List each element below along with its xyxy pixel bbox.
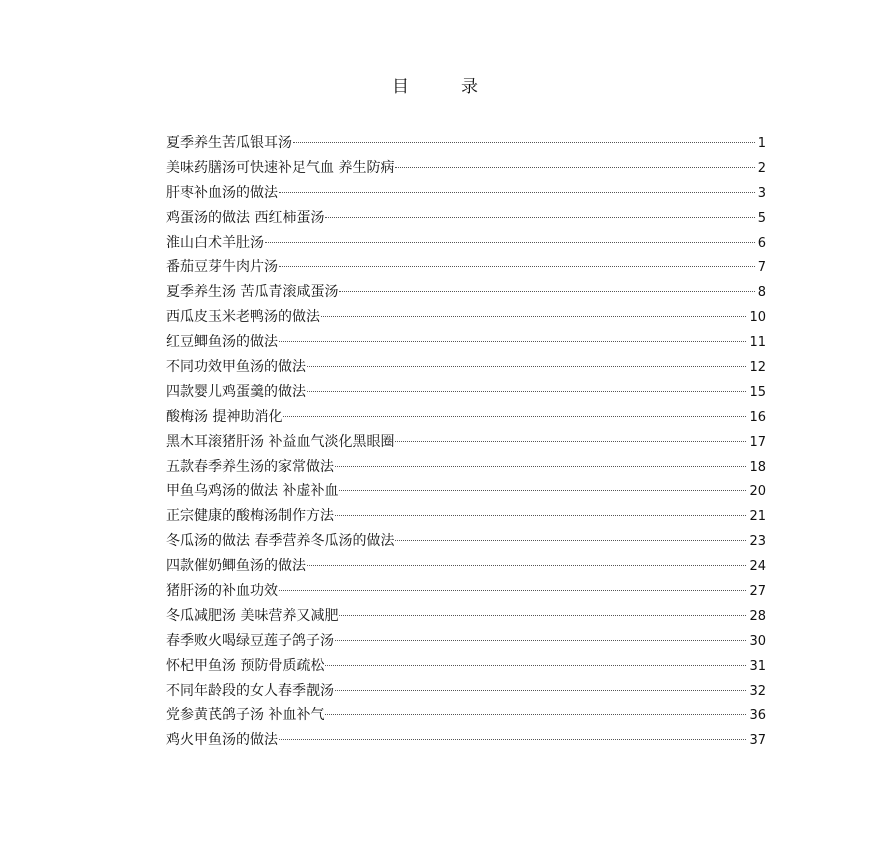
toc-dot-leader [293,142,755,143]
toc-page-number: 30 [749,633,766,649]
toc-dot-leader [325,217,754,218]
toc-dot-leader [335,515,746,516]
toc-page-number: 12 [749,360,766,376]
toc-dot-leader [307,366,746,367]
toc-entry-title: 四款婴儿鸡蛋羹的做法 [166,383,306,400]
toc-entry-title: 党参黄芪鸽子汤 补血补气 [166,707,325,724]
toc-page-number: 36 [749,708,766,724]
toc-dot-leader [279,590,746,591]
toc-entry[interactable] [166,206,766,231]
toc-page-number: 8 [757,285,766,301]
toc-entry-title: 怀杞甲鱼汤 预防骨质疏松 [166,657,325,674]
toc-entry-title: 五款春季养生汤的家常做法 [166,458,334,475]
toc-page-number: 5 [757,210,766,226]
toc-entry-title: 不同功效甲鱼汤的做法 [166,359,306,376]
toc-entry-title: 冬瓜减肥汤 美味营养又减肥 [166,607,339,624]
toc-page-number: 3 [757,185,766,201]
toc-dot-leader [307,391,746,392]
toc-dot-leader [325,665,746,666]
toc-dot-leader [339,615,746,616]
toc-entry-title: 黑木耳滚猪肝汤 补益血气淡化黑眼圈 [166,433,395,450]
toc-dot-leader [395,441,746,442]
toc-page-number: 24 [749,559,766,575]
toc-entry[interactable] [166,504,766,529]
toc-entry[interactable] [166,703,766,728]
toc-entry-title: 肝枣补血汤的做法 [166,184,278,201]
toc-entry[interactable] [166,255,766,280]
toc-page-number: 6 [757,235,766,251]
toc-dot-leader [321,316,746,317]
toc-entry-title: 美味药膳汤可快速补足气血 养生防病 [166,159,395,176]
toc-page-number: 11 [749,335,766,351]
toc-entry[interactable] [166,629,766,654]
toc-page-number: 15 [749,384,766,400]
toc-dot-leader [395,167,754,168]
toc-entry-title: 猪肝汤的补血功效 [166,583,278,600]
toc-dot-leader [335,640,746,641]
toc-entry[interactable] [166,305,766,330]
toc-entry[interactable] [166,330,766,355]
toc-page-number: 31 [749,658,766,674]
toc-page-number: 2 [757,160,766,176]
toc-entry-title: 鸡蛋汤的做法 西红柿蛋汤 [166,209,325,226]
toc-entry[interactable] [166,430,766,455]
toc-dot-leader [279,739,746,740]
toc-entry-title: 冬瓜汤的做法 春季营养冬瓜汤的做法 [166,533,395,550]
toc-page-number: 7 [757,260,766,276]
toc-entry-title: 红豆鲫鱼汤的做法 [166,334,278,351]
toc-entry-title: 四款催奶鲫鱼汤的做法 [166,558,306,575]
toc-dot-leader [307,565,746,566]
toc-entry[interactable] [166,380,766,405]
toc-dot-leader [325,714,746,715]
toc-dot-leader [279,266,755,267]
toc-dot-leader [395,540,746,541]
toc-page-number: 28 [749,608,766,624]
toc-entry-title: 春季败火喝绿豆莲子鸽子汤 [166,632,334,649]
toc-dot-leader [279,192,755,193]
toc-entry[interactable] [166,479,766,504]
toc-entry[interactable] [166,728,766,753]
toc-entry[interactable] [166,679,766,704]
toc-page-number: 21 [749,509,766,525]
toc-page-number: 27 [749,584,766,600]
toc-entry[interactable] [166,654,766,679]
toc-heading [0,72,870,97]
toc-entry[interactable] [166,231,766,256]
toc-page-number: 32 [749,683,766,699]
toc-entry[interactable] [166,604,766,629]
toc-page-number: 18 [749,459,766,475]
toc-entry[interactable] [166,579,766,604]
toc-page-number: 20 [749,484,766,500]
toc-entry-title: 鸡火甲鱼汤的做法 [166,732,278,749]
toc-page-number: 16 [749,409,766,425]
toc-entry[interactable] [166,156,766,181]
toc-entry[interactable] [166,355,766,380]
toc-entry-title: 番茄豆芽牛肉片汤 [166,259,278,276]
toc-dot-leader [335,466,746,467]
toc-dot-leader [265,242,755,243]
toc-list [166,131,766,753]
toc-entry[interactable] [166,455,766,480]
toc-entry[interactable] [166,131,766,156]
toc-entry[interactable] [166,280,766,305]
toc-dot-leader [335,690,746,691]
toc-dot-leader [339,291,754,292]
toc-heading-left: 目 [392,77,409,97]
toc-entry-title: 淮山白术羊肚汤 [166,234,264,251]
toc-entry-title: 酸梅汤 提神助消化 [166,408,283,425]
toc-entry-title: 甲鱼乌鸡汤的做法 补虚补血 [166,483,339,500]
toc-dot-leader [279,341,746,342]
toc-dot-leader [283,416,746,417]
toc-page-number: 17 [749,434,766,450]
toc-entry[interactable] [166,181,766,206]
toc-entry[interactable] [166,554,766,579]
toc-dot-leader [339,490,746,491]
toc-entry[interactable] [166,405,766,430]
toc-page-number: 10 [749,310,766,326]
toc-page-number: 23 [749,534,766,550]
toc-entry-title: 不同年龄段的女人春季靓汤 [166,682,334,699]
toc-entry-title: 夏季养生苦瓜银耳汤 [166,135,292,151]
toc-page-number: 37 [749,733,766,749]
toc-page-number: 1 [757,136,766,151]
toc-entry-title: 正宗健康的酸梅汤制作方法 [166,508,334,525]
toc-entry-title: 夏季养生汤 苦瓜青滚咸蛋汤 [166,284,339,301]
toc-entry-title: 西瓜皮玉米老鸭汤的做法 [166,309,320,326]
toc-heading-right: 录 [461,77,478,97]
toc-entry[interactable] [166,529,766,554]
